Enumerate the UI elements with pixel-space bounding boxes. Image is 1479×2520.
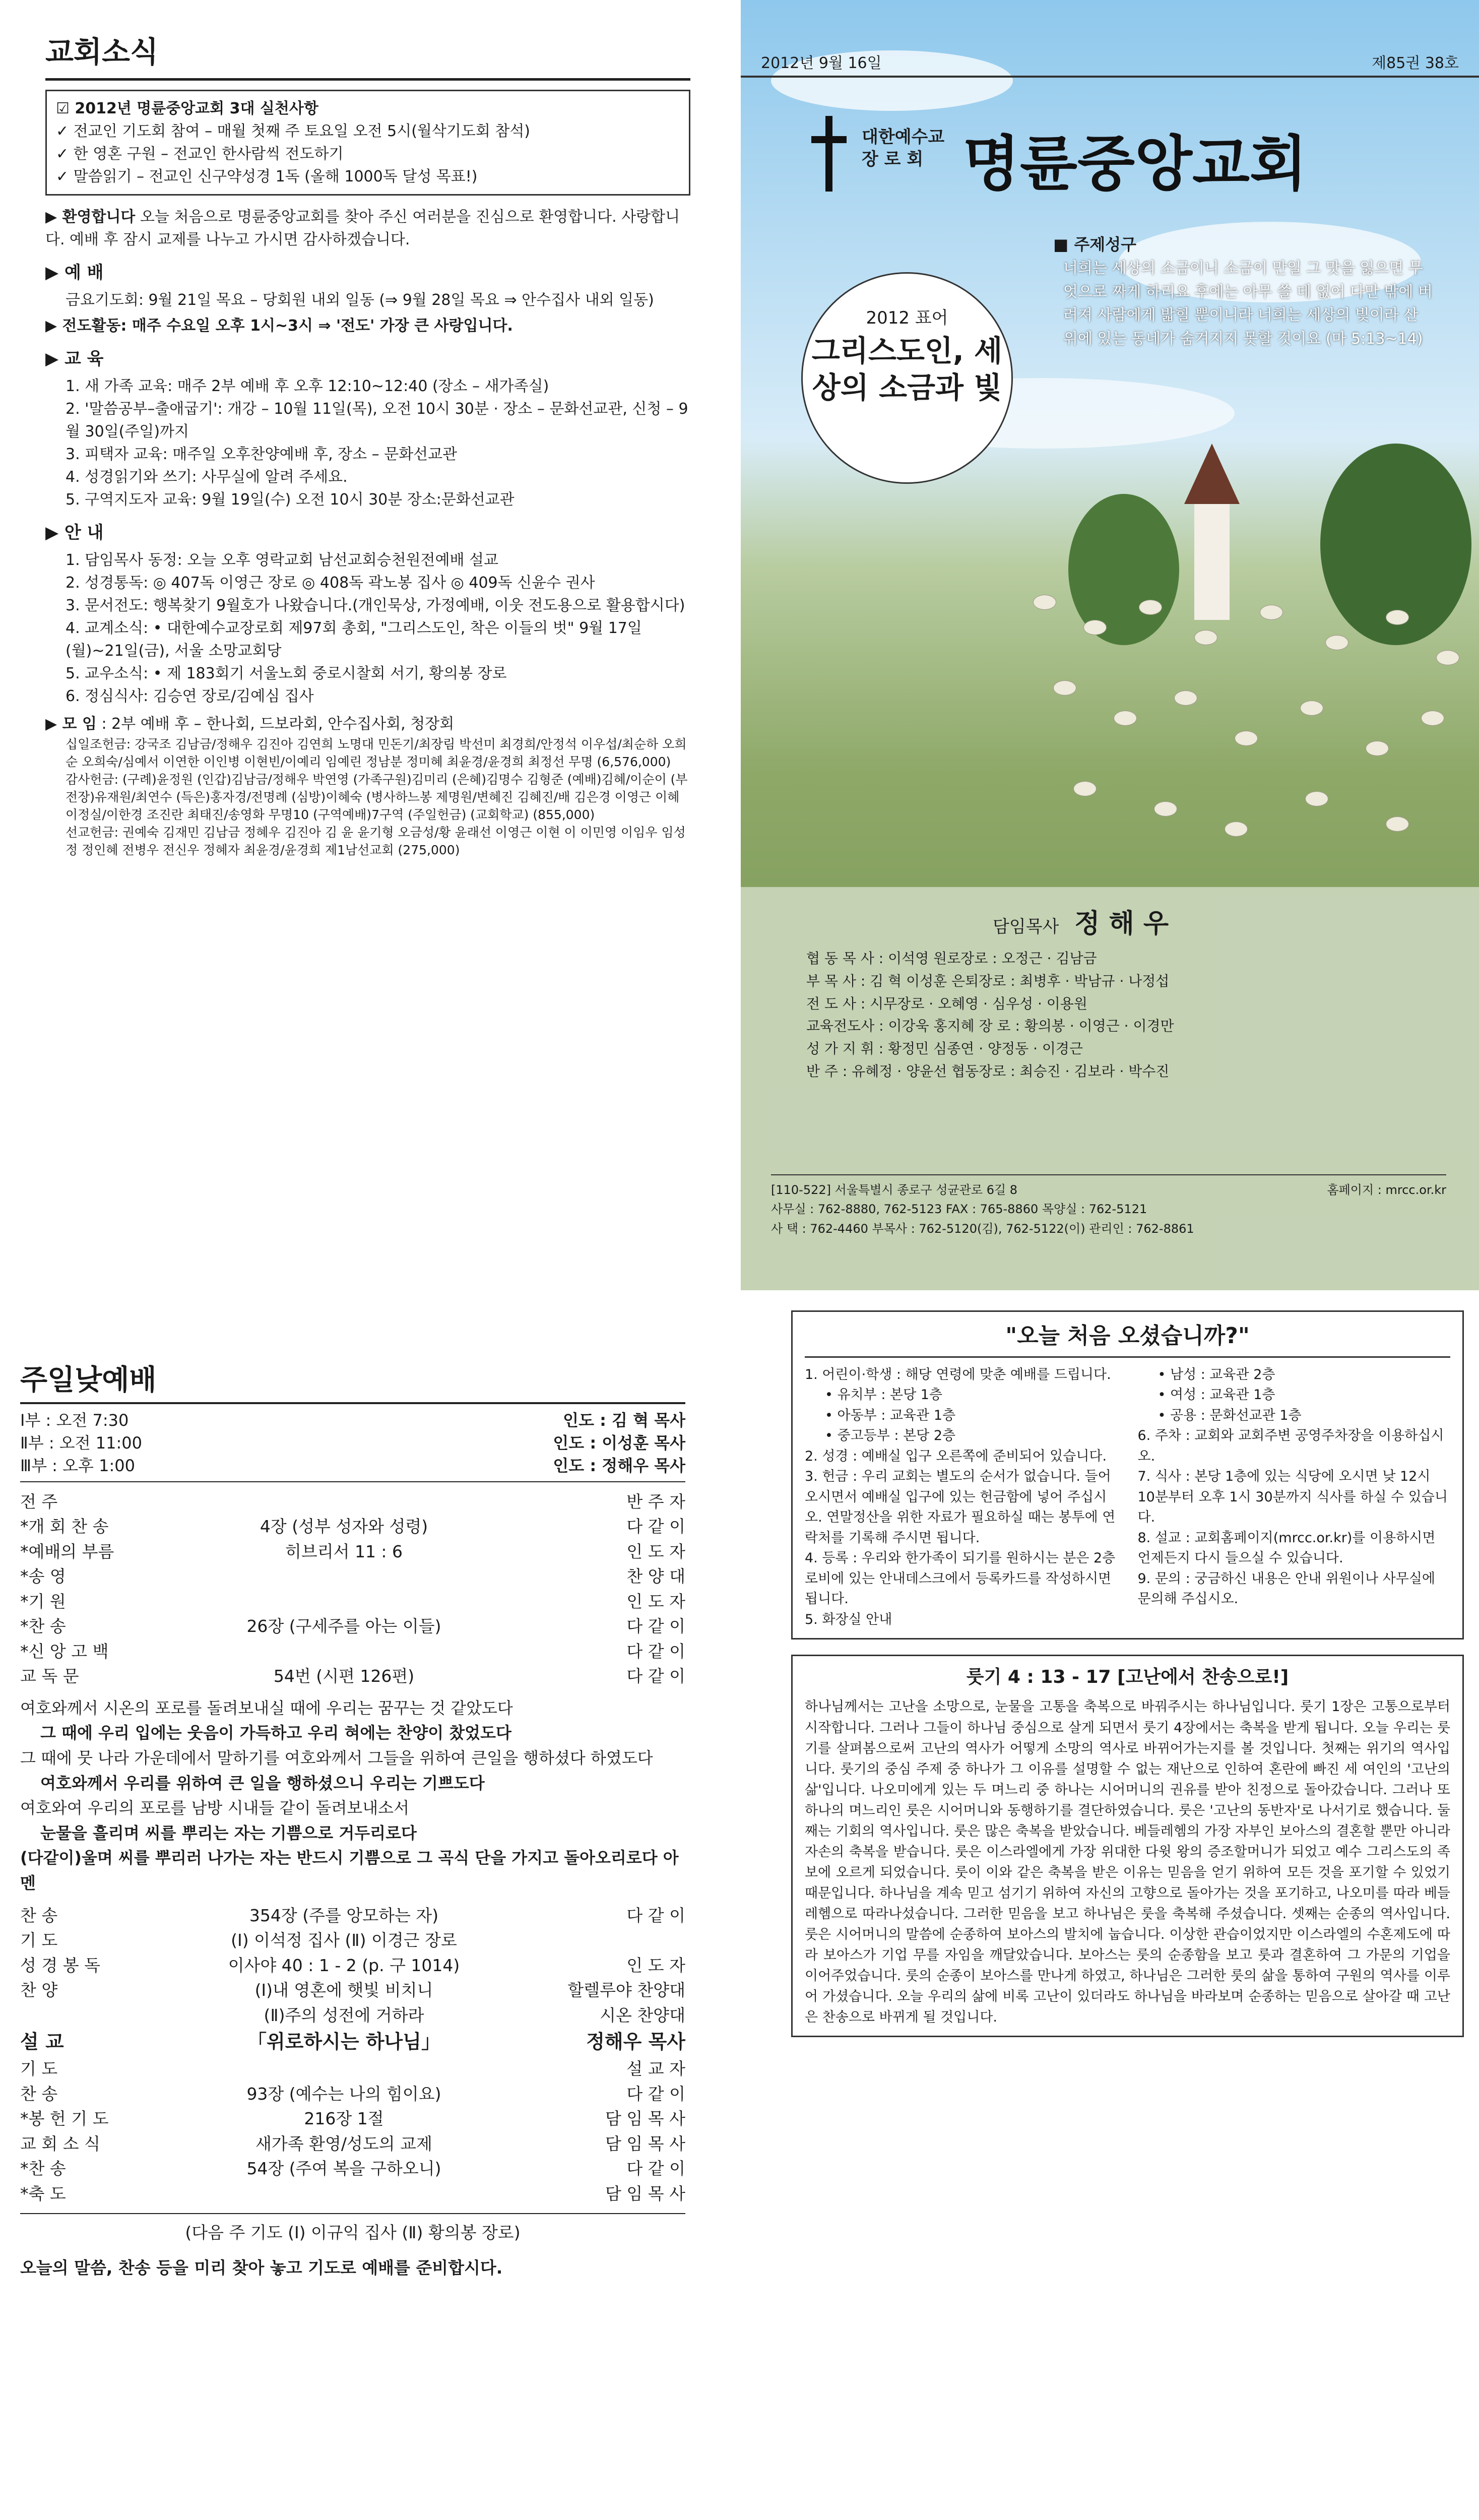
order-part: *개 회 찬 송 bbox=[20, 1517, 109, 1537]
order-part: 찬 송 bbox=[20, 2084, 58, 2104]
theme-circle bbox=[801, 272, 1013, 484]
order-row bbox=[20, 2082, 685, 2107]
order-detail: 216장 1절 bbox=[304, 2109, 384, 2129]
divider bbox=[20, 1481, 685, 1482]
theme-label: 2012 표어 bbox=[866, 308, 948, 328]
divider bbox=[20, 2213, 685, 2214]
bulletin-cover bbox=[741, 0, 1479, 1290]
guide-item: 4. 등록 : 우리와 한가족이 되기를 원하시는 분은 2층 로비에 있는 안내데스크에서 등록카드를 작성하시면 됩니다. bbox=[805, 1550, 1116, 1607]
service-time-row bbox=[20, 1455, 685, 1477]
order-part: 기 도 bbox=[20, 2059, 58, 2079]
order-detail: 54장 (주여 복을 구하오니) bbox=[246, 2159, 441, 2179]
info-item: 3. 문서전도: 행복찾기 9월호가 나왔습니다.(개인묵상, 가정예배, 이웃 전도용으로 활용합시다) bbox=[66, 597, 685, 614]
preparation-note: 오늘의 말씀, 찬송 등을 미리 찾아 놓고 기도로 예배를 준비합시다. bbox=[20, 2258, 503, 2278]
order-row bbox=[20, 1589, 685, 1614]
meeting-text: : 2부 예배 후 – 한나회, 드보라회, 안수집사회, 청장회 bbox=[101, 715, 455, 733]
sheep-shape bbox=[1305, 791, 1328, 806]
guide-item: 7. 식사 : 본당 1층에 있는 식당에 오시면 낮 12시 10분부터 오후 1시 30분까지 식사를 하실 수 있습니다. bbox=[1137, 1469, 1448, 1526]
order-row bbox=[20, 1539, 685, 1564]
order-person: 담 임 목 사 bbox=[605, 2183, 685, 2203]
order-detail: 이사야 40 : 1 - 2 (p. 구 1014) bbox=[228, 1955, 460, 1975]
church-news-panel bbox=[0, 0, 721, 1290]
cover-date: 2012년 9월 16일 bbox=[761, 54, 882, 72]
order-row bbox=[20, 1903, 685, 1928]
practice-item: ✓ 말씀읽기 – 전교인 신구약성경 1독 (올해 1000독 달성 목표!) bbox=[56, 168, 478, 185]
order-person: 다 같 이 bbox=[626, 1616, 685, 1636]
order-part: *축 도 bbox=[20, 2183, 66, 2203]
order-row bbox=[20, 2131, 685, 2157]
education-item: 4. 성경읽기와 쓰기: 사무실에 알려 주세요. bbox=[66, 468, 348, 486]
devotion-title: 룻기 4 : 13 - 17 [고난에서 찬송으로!] bbox=[966, 1667, 1289, 1688]
sheep-shape bbox=[1053, 680, 1076, 696]
guide-item: 1. 어린이·학생 : 해당 연령에 맞춘 예배를 드립니다. bbox=[805, 1366, 1111, 1382]
order-part: *예배의 부름 bbox=[20, 1541, 114, 1561]
devotion-body: 하나님께서는 고난을 소망으로, 눈물을 고통을 축복으로 바꿔주시는 하나님입니다. 룻기 1장은 고통으로부터 시작합니다. 그러나 그들이 하나님 중심으로 살게 되면서 룻기 4장에서는 축복을 받게 됩니다. 오늘 우리는 룻기를 살펴봄으로써 고난의 역사가 어떻게 소망의 역사로 바뀌어가는지를 볼 것입니다. 첫째는 위기의 역사입니다. 룻기의 중심 주제 중 하나가 그 이유를 설명할 수 없는 재난으로 인하여 혼란에 빠진 세 여인의 '고난의 삶'입니다. 나오미에게 있는 두 며느리 중 하나는 시어머니의 권유를 받아 친정으로 돌아갔습니다. 그러나 또 하나의 며느리인 룻은 시어머니와 동행하기를 결단하였습니다. 룻은 '고난의 동반자'로 나서기로 했습니다. 둘째는 기회의 역사입니다. 룻은 많은 축복을 받았습니다. 베들레헴의 가장 자부인 보아스의 결혼할 뿐만 아니라 자손의 축복을 받습니다. 룻은 이스라엘에게 가장 위대한 다윗 왕의 증조할머니가 되었고 예수 그리스도의 족보에 오르게 되었습니다. 룻이 이와 같은 축복을 받은 이유는 믿음을 얻기 위하여 모든 것을 포기할 수 있었기 때문입니다. 하나님을 계속 믿고 섬기기 위하여 자신의 고향으로 돌아가는 것을 포기하고, 나오미를 따라 베들레헴으로 따라나섰습니다. 그러한 믿음을 보고 하나님은 룻을 축복해 주셨습니다. 셋째는 순종의 역사입니다. 룻은 시어머니의 말씀에 순종하여 보아스의 발치에 눕습니다. 이상한 관습이었지만 이스라엘의 수혼제도에 따라 보아스가 기업 무를 자임을 깨달았습니다. 보아스는 룻의 순종함을 보고 룻과 결혼하여 그 가문의 기업을 이어주었습니다. 룻의 순종이 보아스를 만나게 하였고, 하나님은 그러한 룻의 삶을 통하여 구원의 역사를 이루어 가셨습니다. 오늘 우리의 삶에 비록 고난이 있더라도 하나님을 바라보며 순종하는 믿음으로 살아갈 때 고난은 찬송으로 바뀌게 될 것입니다. bbox=[805, 1699, 1450, 2025]
info-item: 4. 교계소식: • 대한예수교장로회 제97회 총회, "그리스도인, 착은 이들의 벗" 9월 17일(월)~21일(금), 서울 소망교회당 bbox=[66, 619, 642, 660]
church-homepage[interactable]: 홈페이지 : mrcc.or.kr bbox=[1327, 1183, 1446, 1197]
order-person: 인 도 자 bbox=[626, 1541, 685, 1561]
order-part: 교 독 문 bbox=[20, 1666, 79, 1686]
practice-box bbox=[45, 90, 690, 196]
sheep-shape bbox=[1235, 731, 1258, 746]
sheep-shape bbox=[1225, 822, 1248, 837]
reading-line: 여호와께서 시온의 포로를 돌려보내실 때에 우리는 꿈꾸는 것 같았도다 bbox=[20, 1698, 513, 1718]
staff-list bbox=[806, 948, 1411, 1083]
pastor-name: 정 해 우 bbox=[1074, 909, 1169, 939]
other-services-panel bbox=[0, 2500, 716, 2520]
office-phones: 사무실 : 762-8880, 762-5123 FAX : 765-8860 목양실 : 762-5121 bbox=[771, 1202, 1147, 1217]
sheep-shape bbox=[1154, 801, 1177, 816]
verse-heading: ■ 주제성구 bbox=[1053, 235, 1137, 254]
welcome-label: ▶ 환영합니다 bbox=[45, 208, 136, 226]
order-row bbox=[20, 1564, 685, 1589]
info-item: 5. 교우소식: • 제 183회기 서울노회 중로시찰회 서기, 황의봉 장로 bbox=[66, 665, 507, 682]
sheep-shape bbox=[1194, 630, 1217, 645]
responsive-reading bbox=[20, 1696, 685, 1896]
info-item: 2. 성경통독: ◎ 407독 이영근 장로 ◎ 408독 곽노봉 집사 ◎ 409독 신윤수 권사 bbox=[66, 574, 595, 592]
church-news-title: 교회소식 bbox=[45, 30, 690, 81]
cross-icon bbox=[811, 116, 847, 192]
order-part: *신 앙 고 백 bbox=[20, 1641, 109, 1661]
sheep-shape bbox=[1139, 600, 1162, 615]
order-part: *봉 헌 기 도 bbox=[20, 2109, 109, 2129]
title-rule bbox=[20, 1402, 685, 1404]
practice-title: ☑ 2012년 명륜중앙교회 3대 실천사항 bbox=[56, 100, 318, 117]
theme-verse: 너희는 세상의 소금이니 소금이 만일 그 맛을 잃으면 무엇으로 짜게 하리요 후에는 아무 쓸 데 없어 다만 밖에 버려져 사람에게 밟힐 뿐이니라 너희는 세상의 빛이라 산 위에 있는 동네가 숨겨지지 못할 것이요 (마 5:13~14) bbox=[1063, 260, 1433, 348]
service-time: Ⅲ부 : 오후 1:00 bbox=[20, 1456, 135, 1475]
order-part: *기 원 bbox=[20, 1591, 66, 1611]
info-item: 1. 담임목사 동정: 오늘 오후 영락교회 남선교회승천원전예배 설교 bbox=[66, 551, 498, 569]
order-row bbox=[20, 2156, 685, 2181]
staff-row: 전 도 사 : 시무장로 · 오혜영 · 심우성 · 이용원 bbox=[806, 995, 1087, 1012]
order-person: 다 같 이 bbox=[626, 2159, 685, 2179]
staff-row: 부 목 사 : 김 혁 이성훈 은퇴장로 : 최병후 · 박남규 · 나정섭 bbox=[806, 972, 1170, 989]
sheep-shape bbox=[1366, 741, 1389, 756]
guide-item: • 유치부 : 본당 1층 bbox=[825, 1387, 943, 1403]
preacher: 정해우 목사 bbox=[586, 2031, 685, 2053]
info-item: 6. 정심식사: 김승연 장로/김예심 집사 bbox=[66, 687, 314, 705]
meeting-label: ▶ 모 임 bbox=[45, 715, 97, 733]
order-person: 담 임 목 사 bbox=[605, 2133, 685, 2154]
pastor-label: 담임목사 bbox=[993, 917, 1059, 937]
chapel-roof bbox=[1184, 444, 1240, 504]
sunday-worship-panel bbox=[0, 1290, 716, 2500]
contact-block bbox=[771, 1174, 1446, 1238]
education-item: 5. 구역지도자 교육: 9월 19일(수) 오전 10시 30분 장소:문화선교관 bbox=[66, 491, 515, 509]
sermon-title: 「위로하시는 하나님」 bbox=[247, 2031, 440, 2053]
order-person: 담 임 목 사 bbox=[605, 2109, 685, 2129]
reading-line: 여호와여 우리의 포로를 남방 시내들 같이 돌려보내소서 bbox=[20, 1798, 410, 1818]
education-item: 1. 새 가족 교육: 매주 2부 예배 후 오후 12:10~12:40 (장소 – 새가족실) bbox=[66, 377, 549, 395]
guide-item: 5. 화장실 안내 bbox=[805, 1611, 892, 1627]
reading-line: 여호와께서 우리를 위하여 큰 일을 행하셨으니 우리는 기쁘도다 bbox=[40, 1773, 485, 1793]
devotion-box bbox=[791, 1655, 1464, 2037]
order-detail: 93장 (예수는 나의 힘이요) bbox=[246, 2084, 441, 2104]
service-time-row bbox=[20, 1409, 685, 1432]
service-time: Ⅱ부 : 오전 11:00 bbox=[20, 1433, 143, 1453]
order-part: *송 영 bbox=[20, 1566, 66, 1587]
church-name: 명륜중앙교회 bbox=[962, 129, 1307, 199]
newcomer-panel bbox=[776, 1290, 1479, 2500]
order-of-service bbox=[20, 1489, 685, 1689]
order-row bbox=[20, 1489, 685, 1515]
worship-item: 금요기도회: 9월 21일 목요 – 당회원 내외 일동 (⇒ 9월 28일 목요 ⇒ 안수집사 내외 일동) bbox=[66, 291, 654, 309]
guide-item: 3. 헌금 : 우리 교회는 별도의 순서가 없습니다. 들어오시면서 예배실 입구에 있는 헌금함에 넣어 주십시오. 연말정산을 위한 자료가 필요하실 때는 봉투에 연락처를 기록해 주시면 됩니다. bbox=[805, 1469, 1116, 1546]
order-detail: 새가족 환영/성도의 교제 bbox=[255, 2133, 432, 2154]
order-person: 다 같 이 bbox=[626, 1517, 685, 1537]
order-part: *찬 송 bbox=[20, 2159, 66, 2179]
education-item: 3. 피택자 교육: 매주일 오후찬양예배 후, 장소 – 문화선교관 bbox=[66, 446, 458, 463]
order-part: 성 경 봉 독 bbox=[20, 1955, 100, 1975]
order-person: 설 교 자 bbox=[626, 2059, 685, 2079]
order-part: 찬 양 bbox=[20, 1980, 58, 2000]
order-person: 인 도 자 bbox=[626, 1955, 685, 1975]
worship-label: ▶ 예 배 bbox=[45, 263, 104, 283]
reading-line: (다같이)울며 씨를 뿌리러 나가는 자는 반드시 기쁨으로 그 곡식 단을 가지고 돌아오리로다 아멘 bbox=[20, 1848, 679, 1893]
meeting-line bbox=[45, 713, 690, 735]
sheep-shape bbox=[1033, 595, 1056, 610]
order-of-service-2 bbox=[20, 1903, 685, 2207]
order-person: 다 같 이 bbox=[626, 1641, 685, 1661]
order-part: *찬 송 bbox=[20, 1616, 66, 1636]
offering-list bbox=[45, 735, 690, 859]
order-part: 교 회 소 식 bbox=[20, 2133, 100, 2154]
sheep-shape bbox=[1325, 635, 1348, 650]
sheep-shape bbox=[1421, 711, 1444, 726]
order-row bbox=[20, 1614, 685, 1639]
theme-text: 그리스도인, 세상의 소금과 빛 bbox=[811, 334, 1003, 405]
order-row bbox=[20, 1514, 685, 1539]
order-detail: (Ⅱ)주의 성전에 거하라 bbox=[264, 2005, 424, 2025]
sheep-shape bbox=[1436, 650, 1459, 665]
order-row bbox=[20, 2106, 685, 2131]
guide-item: 6. 주차 : 교회와 교회주변 공영주차장을 이용하십시오. bbox=[1137, 1428, 1444, 1464]
reading-line: 그 때에 뭇 나라 가운데에서 말하기를 여호와께서 그들을 위하여 큰일을 행하셨다 하였도다 bbox=[20, 1748, 653, 1768]
order-row bbox=[20, 1978, 685, 2003]
guide-item: 2. 성경 : 예배실 입구 오른쪽에 준비되어 있습니다. bbox=[805, 1448, 1107, 1464]
sheep-shape bbox=[1083, 620, 1107, 635]
practice-item: ✓ 한 영혼 구원 – 전교인 한사람씩 전도하기 bbox=[56, 145, 344, 163]
sheep-flock bbox=[1023, 580, 1476, 862]
sheep-shape bbox=[1073, 781, 1097, 796]
staff-phones: 사 택 : 762-4460 부목사 : 762-5120(김), 762-5122(이) 관리인 : 762-8861 bbox=[771, 1221, 1194, 1236]
newcomer-title: "오늘 처음 오셨습니까?" bbox=[805, 1320, 1450, 1358]
denomination-label: 대한예수교 장 로 회 bbox=[862, 127, 945, 170]
welcome-text: 오늘 처음으로 명륜중앙교회를 찾아 주신 여러분을 진심으로 환영합니다. 사랑합니다. 예배 후 잠시 교제를 나누고 가시면 감사하겠습니다. bbox=[45, 208, 680, 248]
education-label: ▶ 교 육 bbox=[45, 349, 104, 369]
service-leader: 인도 : 정해우 목사 bbox=[553, 1456, 685, 1475]
order-detail: 354장 (주를 앙모하는 자) bbox=[249, 1905, 439, 1925]
reading-line: 그 때에 우리 입에는 웃음이 가득하고 우리 혀에는 찬양이 찼었도다 bbox=[40, 1723, 511, 1743]
order-detail: 4장 (성부 성자와 성령) bbox=[260, 1517, 428, 1537]
order-person: 찬 양 대 bbox=[626, 1566, 685, 1587]
guide-item: 8. 설교 : 교회홈페이지(mrcc.or.kr)를 이용하시면 언제든지 다시 들으실 수 있습니다. bbox=[1137, 1530, 1436, 1566]
staff-row: 성 가 지 휘 : 황정민 심종연 · 양정동 · 이경근 bbox=[806, 1040, 1083, 1057]
guide-item: • 중고등부 : 본당 2층 bbox=[825, 1428, 956, 1444]
sheep-shape bbox=[1174, 690, 1197, 706]
order-part: 전 주 bbox=[20, 1491, 58, 1511]
order-row bbox=[20, 2003, 685, 2028]
education-item: 2. '말씀공부–출애굽기': 개강 – 10월 11일(목), 오전 10시 30분 · 장소 – 문화선교관, 신청 – 9월 30일(주일)까지 bbox=[66, 400, 688, 440]
offering-item: 감사헌금: (구례)윤정원 (인갑)김남금/정해우 박연영 (가족구원)김미리 (은혜)김명수 김형준 (예배)김혜/이순이 (부전장)유재원/최연수 (득은)홍자경/전명례 (심방)이혜숙 (병사하느봉 제명원/변혜진 김혜진/배 김은경 이영근 이혜 이정실/이한경 조진란 최태진/송영화 무명10 (구역예배)7구역 (주일헌금) (교회학교) (855,000) bbox=[66, 772, 688, 822]
order-person: 시온 찬양대 bbox=[600, 2005, 685, 2025]
reading-line: 눈물을 흘리며 씨를 뿌리는 자는 기쁨으로 거두리로다 bbox=[40, 1823, 417, 1843]
sheep-shape bbox=[1386, 610, 1409, 625]
order-detail: (Ⅰ)내 영혼에 햇빛 비치니 bbox=[254, 1980, 433, 2000]
service-leader: 인도 : 김 혁 목사 bbox=[563, 1411, 685, 1430]
pastor-line bbox=[993, 902, 1169, 940]
welcome-block bbox=[45, 206, 690, 251]
staff-row: 반 주 : 유혜정 · 양윤선 협동장로 : 최승진 · 김보라 · 박수진 bbox=[806, 1062, 1170, 1080]
order-person: 다 같 이 bbox=[626, 1905, 685, 1925]
guide-item: • 여성 : 교육관 1층 bbox=[1158, 1387, 1275, 1403]
order-detail: 26장 (구세주를 아는 이들) bbox=[246, 1616, 441, 1636]
order-person: 다 같 이 bbox=[626, 1666, 685, 1686]
order-detail: 히브리서 11 : 6 bbox=[285, 1541, 403, 1561]
order-row bbox=[20, 1664, 685, 1689]
offering-item: 선교헌금: 권예숙 김재민 김남금 정혜우 김진아 김 윤 윤기형 오금성/황 윤래선 이영근 이현 이 이민영 이임우 임성정 정인혜 전병우 전신우 정혜자 최윤경/윤경희 제1남선교회 (275,000) bbox=[66, 825, 686, 857]
sunday-worship-title: 주일낮예배 bbox=[20, 1364, 157, 1397]
next-week-prayer: (다음 주 기도 (Ⅰ) 이규익 집사 (Ⅱ) 황의봉 장로) bbox=[185, 2223, 521, 2243]
guide-item: • 아동부 : 교육관 1층 bbox=[825, 1407, 956, 1423]
info-label: ▶ 안 내 bbox=[45, 523, 104, 543]
newcomer-box bbox=[791, 1310, 1464, 1640]
order-person: 인 도 자 bbox=[626, 1591, 685, 1611]
sheep-shape bbox=[1300, 701, 1323, 716]
order-person: 다 같 이 bbox=[626, 2084, 685, 2104]
sermon-row bbox=[20, 2028, 685, 2056]
order-part: 기 도 bbox=[20, 1930, 58, 1950]
order-detail: (Ⅰ) 이석정 집사 (Ⅱ) 이경근 장로 bbox=[231, 1930, 457, 1950]
guide-item: • 남성 : 교육관 2층 bbox=[1158, 1366, 1275, 1382]
calendar-panel bbox=[776, 2500, 1479, 2520]
sheep-shape bbox=[1386, 816, 1409, 832]
offering-item: 십일조헌금: 강국조 김남금/정해우 김진아 김연희 노명대 민돈기/최장림 박선미 최경희/안정석 이우섭/최순하 오희순 오희숙/심예서 이연한 이인병 이현빈/이예리 임예린 정남분 정미혜 최윤경/윤경희 최정선 무명 (6,576,000) bbox=[66, 737, 687, 769]
service-leader: 인도 : 이성훈 목사 bbox=[553, 1433, 685, 1453]
service-time-row bbox=[20, 1432, 685, 1455]
order-row bbox=[20, 2181, 685, 2207]
order-part: 찬 송 bbox=[20, 1905, 58, 1925]
order-part: 설 교 bbox=[20, 2031, 64, 2053]
order-detail: 54번 (시편 126편) bbox=[273, 1666, 415, 1686]
guide-item: 9. 문의 : 궁금하신 내용은 안내 위원이나 사무실에 문의해 주십시오. bbox=[1137, 1570, 1435, 1607]
church-address: [110-522] 서울특별시 종로구 성균관로 6길 8 bbox=[771, 1183, 1018, 1197]
cover-volume: 제85권 38호 bbox=[1372, 54, 1459, 72]
sheep-shape bbox=[1114, 711, 1137, 726]
newcomer-guide bbox=[805, 1365, 1450, 1630]
order-row bbox=[20, 1928, 685, 1953]
order-row bbox=[20, 1639, 685, 1664]
evangelism-item: ▶ 전도활동: 매주 수요일 오후 1시~3시 ⇒ '전도' 가장 큰 사랑입니다. bbox=[45, 317, 513, 335]
staff-row: 협 동 목 사 : 이석영 원로장로 : 오정근 · 김남금 bbox=[806, 950, 1097, 967]
practice-item: ✓ 전교인 기도회 참여 – 매월 첫째 주 토요일 오전 5시(월삭기도회 참석) bbox=[56, 122, 531, 140]
staff-row: 교육전도사 : 이강욱 홍지혜 장 로 : 황의봉 · 이영근 · 이경만 bbox=[806, 1018, 1174, 1035]
service-time: Ⅰ부 : 오전 7:30 bbox=[20, 1411, 129, 1430]
guide-item: • 공용 : 문화선교관 1층 bbox=[1158, 1407, 1302, 1423]
order-row bbox=[20, 2056, 685, 2082]
order-row bbox=[20, 1953, 685, 1978]
cover-rule bbox=[741, 76, 1479, 78]
order-person: 반 주 자 bbox=[626, 1491, 685, 1511]
order-person: 할렐루야 찬양대 bbox=[567, 1980, 685, 2000]
sheep-shape bbox=[1260, 605, 1283, 620]
